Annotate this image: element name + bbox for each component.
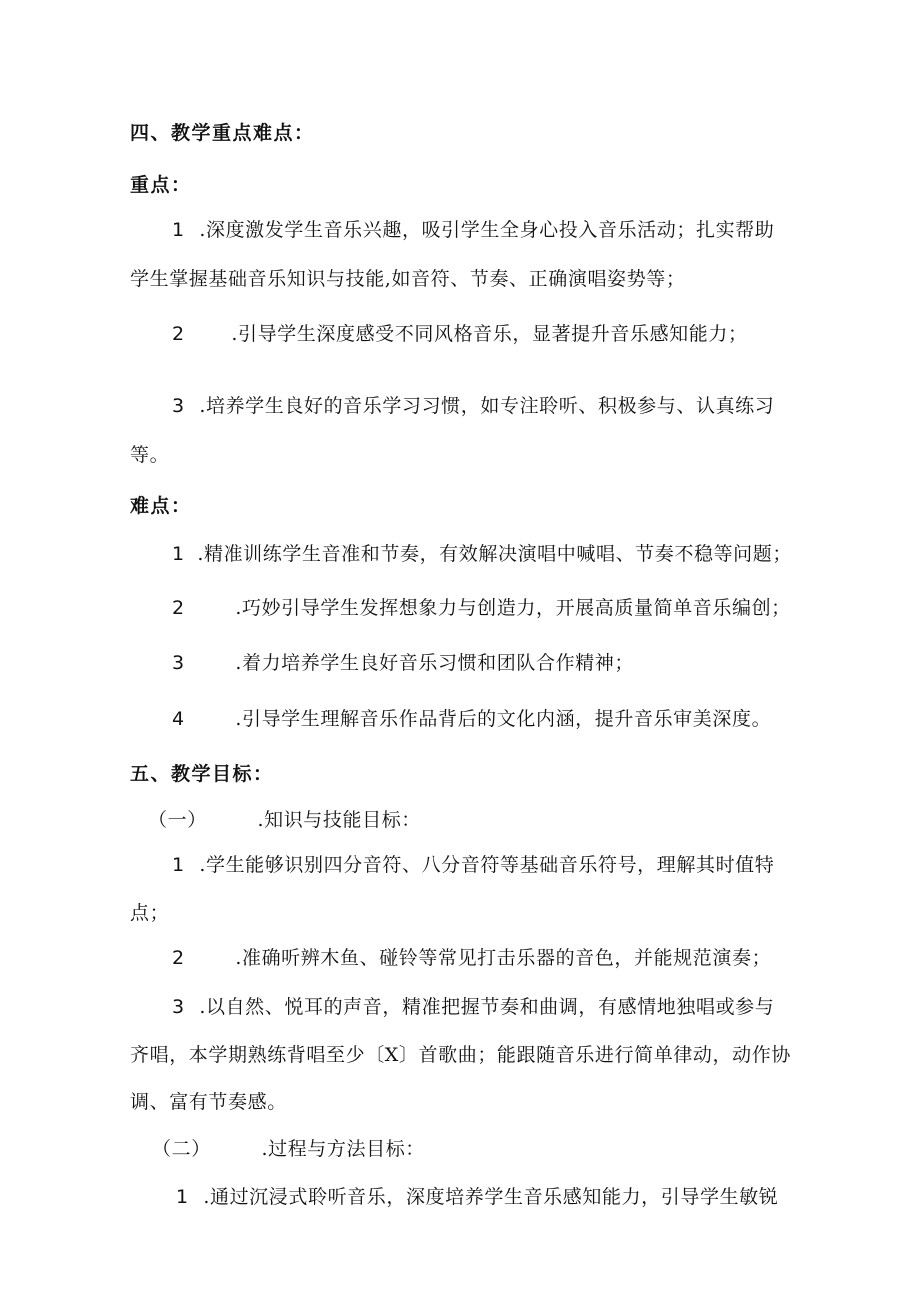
list-number: 2 bbox=[172, 597, 185, 619]
list-number: 3 bbox=[172, 652, 185, 674]
subsection-heading-1 bbox=[148, 806, 421, 834]
knowledge-goal-1 bbox=[172, 851, 774, 879]
list-number: 3 bbox=[172, 395, 185, 417]
subsection-title: .过程与方法目标： bbox=[261, 1138, 425, 1160]
list-item-text: .通过沉浸式聆听音乐，深度培养学生音乐感知能力，引导学生敏锐 bbox=[203, 1186, 779, 1208]
list-item-text: .准确听辨木鱼、碰铃等常见打击乐器的音色，并能规范演奏； bbox=[235, 947, 772, 969]
knowledge-goal-3 bbox=[172, 993, 774, 1021]
list-item-text: .精准训练学生音准和节奏，有效解决演唱中喊唱、节奏不稳等问题； bbox=[197, 543, 792, 565]
list-number: 4 bbox=[172, 708, 185, 730]
list-number: 2 bbox=[172, 323, 185, 345]
list-number: 3 bbox=[172, 996, 185, 1018]
difficult-point-1 bbox=[172, 540, 792, 568]
list-item-text: .引导学生深度感受不同风格音乐，显著提升音乐感知能力； bbox=[231, 323, 748, 345]
key-points-label: 重点： bbox=[130, 174, 192, 196]
list-item-text: .着力培养学生良好音乐习惯和团队合作精神； bbox=[235, 652, 634, 674]
list-number: 1 bbox=[172, 219, 185, 241]
subsection-heading-2 bbox=[152, 1135, 425, 1163]
list-item-text: .以自然、悦耳的声音，精准把握节奏和曲调，有感情地独唱或参与 bbox=[199, 996, 775, 1018]
subsection-label: （一） bbox=[148, 809, 207, 831]
list-number: 1 bbox=[172, 543, 185, 565]
knowledge-goal-3-continuation: 调、富有节奏感。 bbox=[130, 1091, 287, 1113]
list-item-text: .巧妙引导学生发挥想象力与创造力，开展高质量简单音乐编创； bbox=[235, 597, 791, 619]
knowledge-goal-2 bbox=[172, 944, 771, 972]
key-point-2 bbox=[172, 320, 748, 348]
difficult-point-2 bbox=[172, 594, 791, 622]
list-number: 1 bbox=[172, 854, 185, 876]
difficult-point-4 bbox=[172, 705, 771, 733]
subsection-title: .知识与技能目标： bbox=[257, 809, 421, 831]
list-item-text: .深度激发学生音乐兴趣，吸引学生全身心投入音乐活动；扎实帮助 bbox=[199, 219, 775, 241]
subsection-label: （二） bbox=[152, 1138, 211, 1160]
knowledge-goal-3-continuation: 齐唱，本学期熟练背唱至少〔X〕首歌曲；能跟随音乐进行简单律动，动作协 bbox=[130, 1044, 791, 1066]
section-heading: 四、教学重点难点： bbox=[130, 122, 315, 144]
key-point-3 bbox=[172, 392, 774, 420]
list-item-text: .学生能够识别四分音符、八分音符等基础音乐符号，理解其时值特 bbox=[199, 854, 775, 876]
knowledge-goal-1-continuation: 点； bbox=[130, 902, 170, 924]
list-item-text: .培养学生良好的音乐学习习惯，如专注聆听、积极参与、认真练习 bbox=[199, 395, 775, 417]
key-point-1-continuation: 学生掌握基础音乐知识与技能,如音符、节奏、正确演唱姿势等； bbox=[130, 268, 686, 290]
key-point-1 bbox=[172, 216, 774, 244]
process-goal-1 bbox=[176, 1183, 778, 1211]
list-item-text: .引导学生理解音乐作品背后的文化内涵，提升音乐审美深度。 bbox=[235, 708, 772, 730]
difficult-points-label: 难点： bbox=[130, 495, 192, 517]
difficult-point-3 bbox=[172, 649, 634, 677]
section-heading: 五、教学目标： bbox=[130, 763, 274, 785]
list-number: 2 bbox=[172, 947, 185, 969]
list-number: 1 bbox=[176, 1186, 189, 1208]
key-point-3-continuation: 等。 bbox=[130, 444, 170, 466]
